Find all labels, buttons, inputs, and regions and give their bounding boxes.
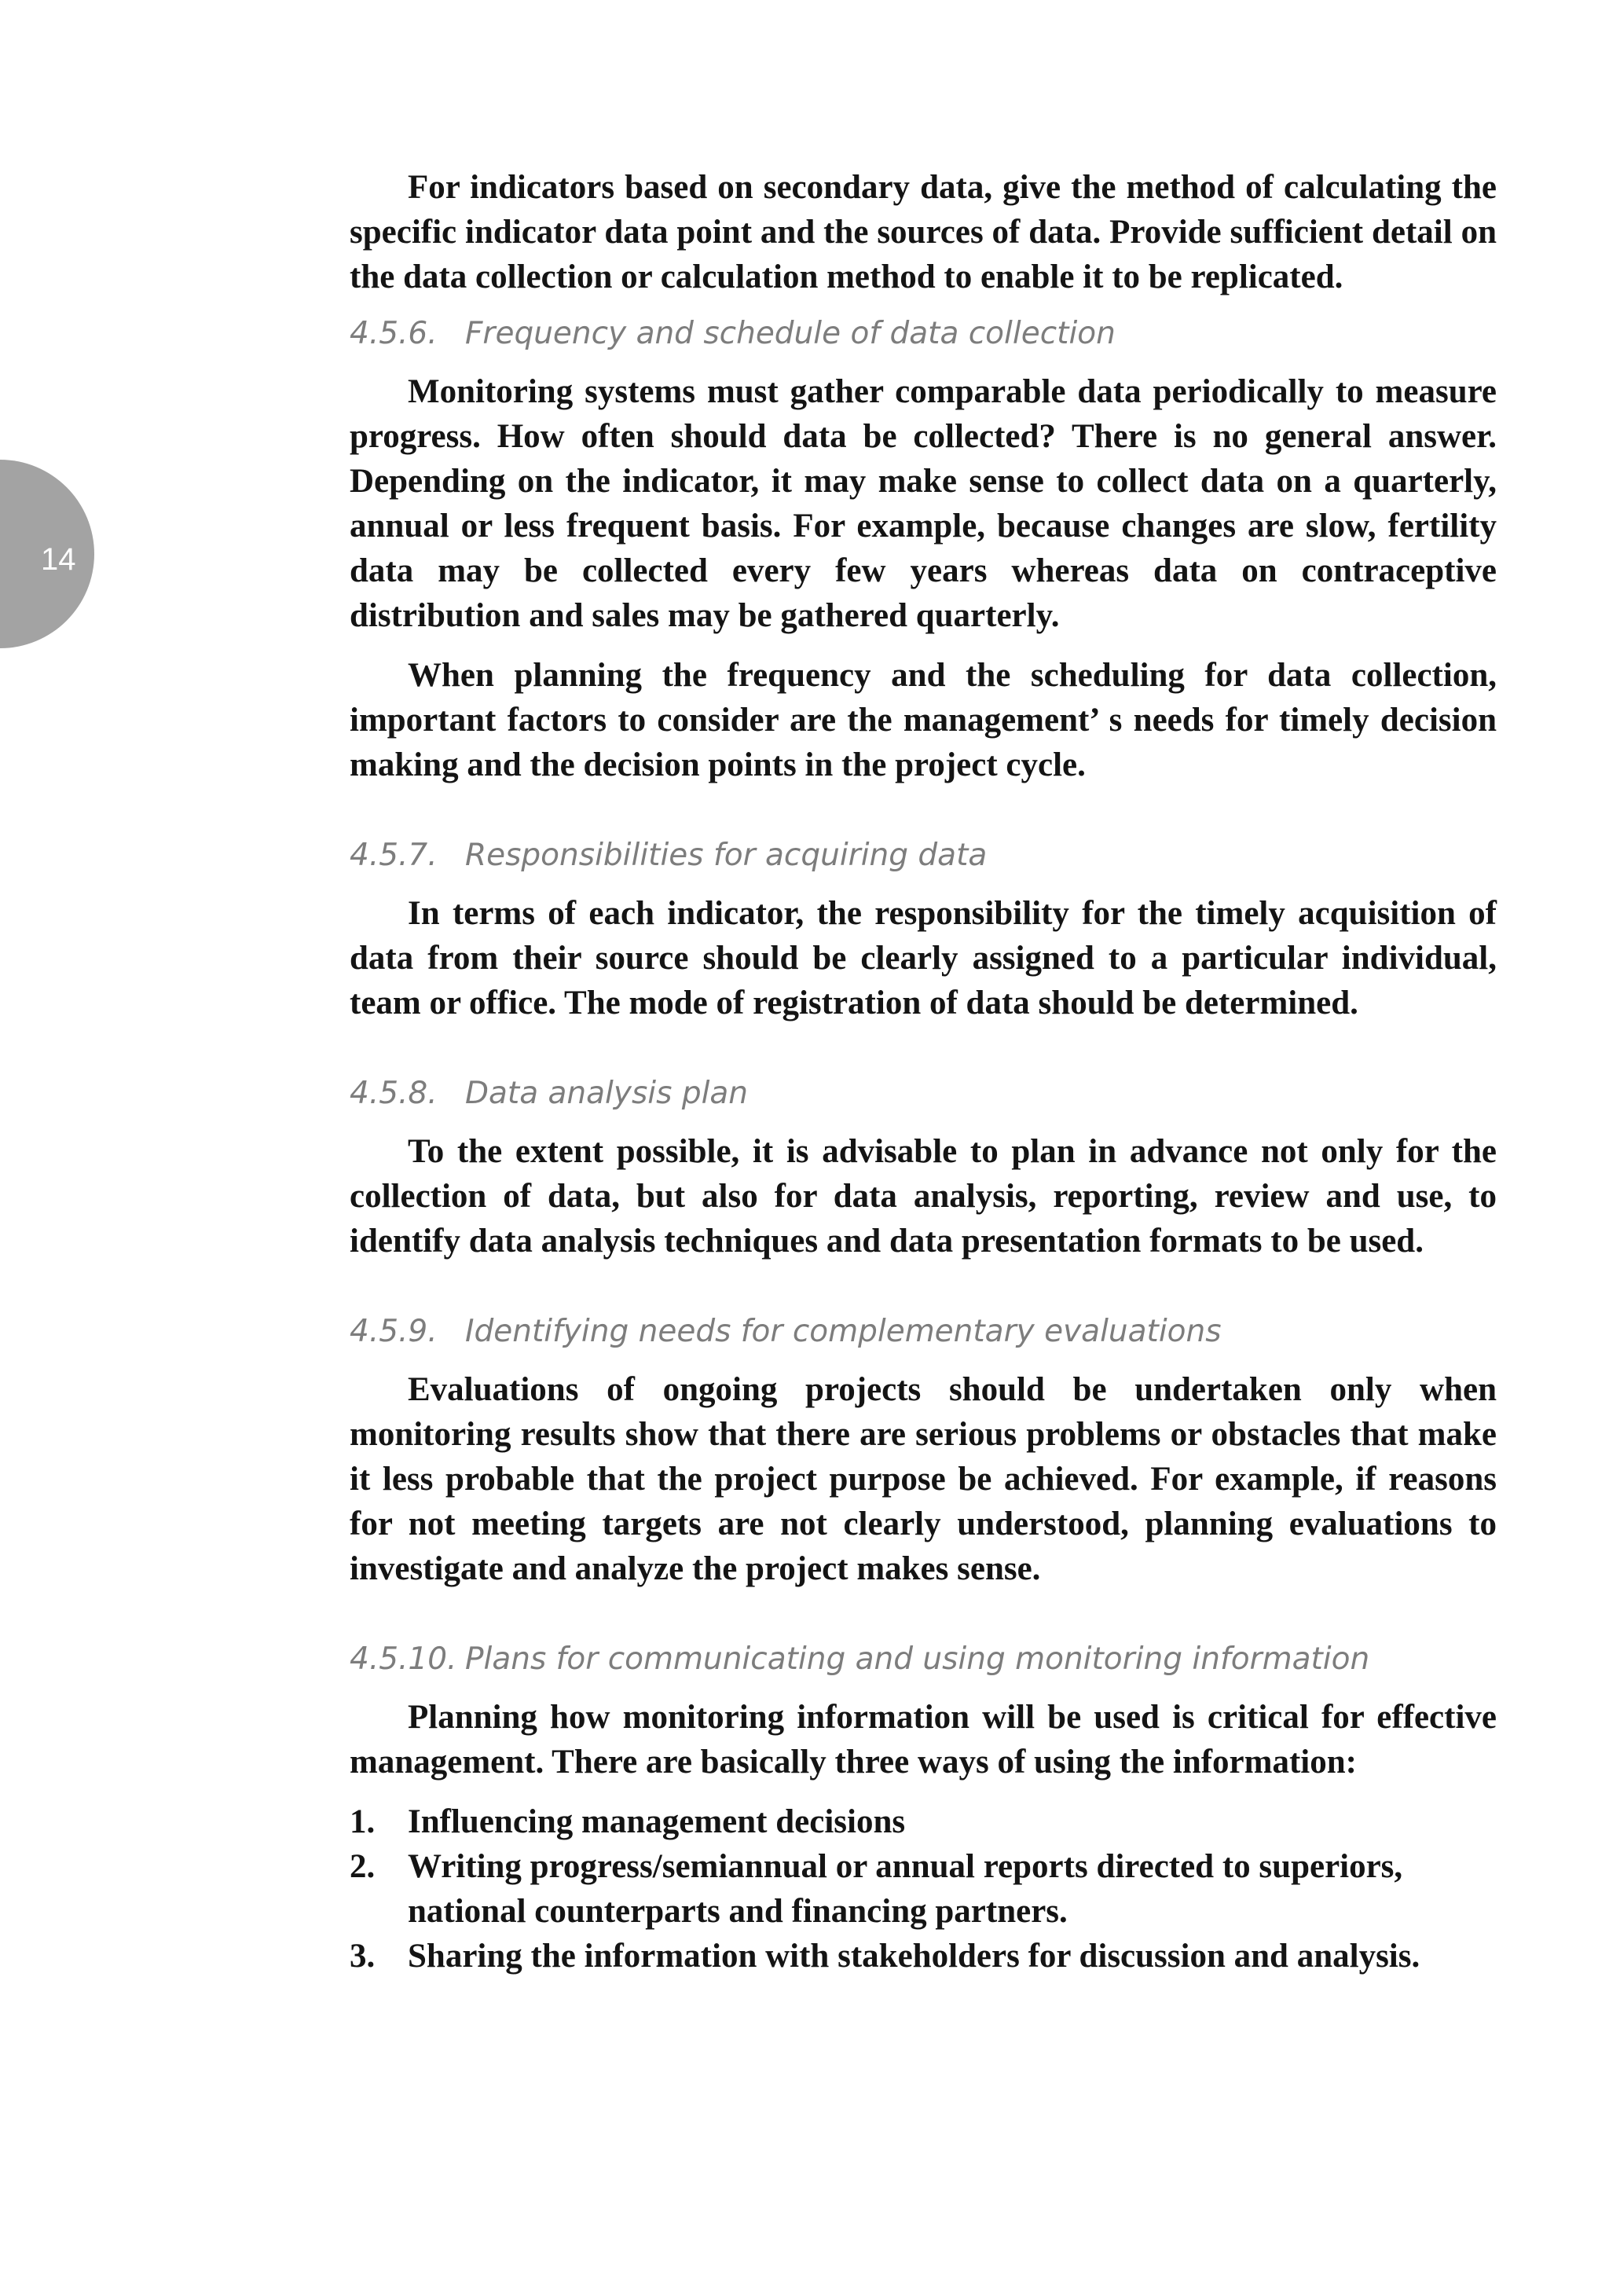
section-heading [350, 836, 1497, 875]
section-heading [350, 1074, 1497, 1113]
section-number: 4.5.10. [350, 1641, 457, 1677]
list-item [350, 1799, 1497, 1844]
page-body [350, 165, 1497, 1979]
list-item-text: Influencing management decisions [408, 1803, 906, 1840]
numbered-list [350, 1799, 1497, 1979]
list-item-text: Writing progress/semiannual or annual reports directed to superiors, national counterparts and financing partners. [408, 1848, 1403, 1930]
section-4-5-7 [350, 836, 1497, 1025]
paragraph: Evaluations of ongoing projects should be undertaken only when monitoring results show that there are serious problems or obstacles that make it less probable that the project purpose be achieved. For example, if reasons for not meeting targets are not clearly understood, planning evaluations to investigate and analyze the project makes sense. [350, 1371, 1497, 1587]
list-item-text: Sharing the information with stakeholders for discussion and analysis. [408, 1938, 1420, 1975]
section-number: 4.5.8. [350, 1076, 438, 1111]
section-4-5-6 [350, 314, 1497, 787]
section-heading [350, 1312, 1497, 1352]
paragraph: To the extent possible, it is advisable to plan in advance not only for the collection of data, but also for data analysis, reporting, review and use, to identify data analysis techniques and data presentation formats to be used. [350, 1133, 1497, 1260]
page-number: 14 [41, 542, 76, 577]
section-title: Plans for communicating and using monitoring information [465, 1641, 1370, 1677]
section-title: Data analysis plan [465, 1076, 749, 1111]
paragraph: Monitoring systems must gather comparable data periodically to measure progress. How often should data be collected? There is no general answer. Depending on the indicator, it may make sense to collect data on a quarterly, annual or less frequent basis. For example, because changes are slow, fertility data may be collected every few years whereas data on contraceptive distribution and sales may be gathered quarterly. [350, 373, 1497, 634]
list-item [350, 1934, 1497, 1979]
section-4-5-8 [350, 1074, 1497, 1264]
section-4-5-9 [350, 1312, 1497, 1591]
section-heading [350, 1640, 1497, 1679]
section-number: 4.5.7. [350, 838, 438, 873]
section-title: Frequency and schedule of data collection [465, 316, 1116, 351]
section-number: 4.5.9. [350, 1314, 438, 1349]
section-number: 4.5.6. [350, 316, 438, 351]
list-item [350, 1844, 1497, 1934]
list-item-number: 1. [350, 1803, 376, 1840]
list-item-number: 3. [350, 1938, 376, 1975]
paragraph: In terms of each indicator, the responsibility for the timely acquisition of data from their source should be clearly assigned to a particular individual, team or office. The mode of registration of data should be determined. [350, 895, 1497, 1021]
section-title: Responsibilities for acquiring data [465, 838, 988, 873]
section-4-5-10 [350, 1640, 1497, 1979]
section-title: Identifying needs for complementary evaluations [465, 1314, 1222, 1349]
paragraph: When planning the frequency and the scheduling for data collection, important factors to consider are the management’ s needs for timely decision making and the decision points in the project cycle. [350, 657, 1497, 783]
list-item-number: 2. [350, 1848, 376, 1885]
paragraph: Planning how monitoring information will be used is critical for effective management. There are basically three ways of using the information: [350, 1699, 1497, 1781]
intro-paragraph: For indicators based on secondary data, give the method of calculating the specific indicator data point and the sources of data. Provide sufficient detail on the data collection or calculation method to enable it to be replicated. [350, 169, 1497, 295]
section-heading [350, 314, 1497, 354]
